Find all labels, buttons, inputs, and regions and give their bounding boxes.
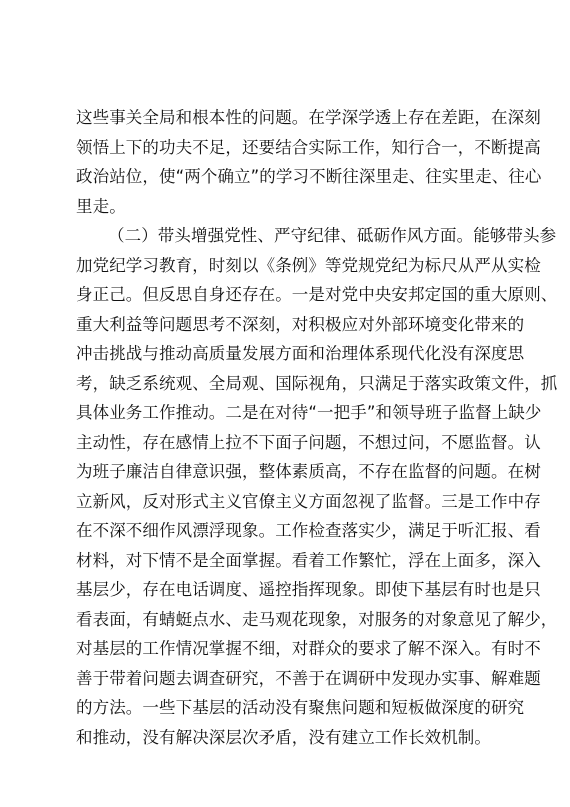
text-line: 基层少，存在电话调度、遥控指挥现象。即使下基层有时也是只 xyxy=(76,580,541,599)
text-line: 对基层的工作情况掌握不细，对群众的要求了解不深入。有时不 xyxy=(76,639,541,658)
text-line: 为班子廉洁自律意识强，整体素质高，不存在监督的问题。在树 xyxy=(76,462,541,481)
text-line: 这些事关全局和根本性的问题。在学深学透上存在差距，在深刻 xyxy=(76,108,541,127)
text-line: 冲击挑战与推动高质量发展方面和治理体系现代化没有深度思 xyxy=(76,344,525,363)
text-line: 政治站位，使“两个确立”的学习不断往深里走、往实里走、往心 xyxy=(76,167,542,186)
body-text xyxy=(76,103,558,752)
text-line: 材料，对下情不是全面掌握。看着工作繁忙，浮在上面多，深入 xyxy=(76,550,541,570)
text-line: 加党纪学习教育，时刻以《条例》等党规党纪为标尺从严从实检 xyxy=(76,255,541,275)
text-line: 和推动，没有解决深层次矛盾，没有建立工作长效机制。 xyxy=(76,727,491,747)
text-line: 领悟上下的功夫不足，还要结合实际工作，知行合一，不断提高 xyxy=(76,137,541,157)
text-line: 具体业务工作推动。二是在对待“一把手”和领导班子监督上缺少 xyxy=(76,403,542,422)
text-line: 考，缺乏系统观、全局观、国际视角，只满足于落实政策文件，抓 xyxy=(76,373,558,393)
text-line: 里走。 xyxy=(76,196,126,216)
text-line: 重大利益等问题思考不深刻，对积极应对外部环境变化带来的 xyxy=(76,314,525,334)
text-line: 在不深不细作风漂浮现象。工作检查落实少，满足于听汇报、看 xyxy=(76,521,541,540)
text-line: 主动性，存在感情上拉不下面子问题，不想过问，不愿监督。认 xyxy=(76,432,541,452)
text-line: 的方法。一些下基层的活动没有聚焦问题和短板做深度的研究 xyxy=(76,698,525,717)
text-line: 看表面，有蜻蜓点水、走马观花现象，对服务的对象意见了解少， xyxy=(76,609,558,629)
text-line: 身正己。但反思自身还存在。一是对党中央安邦定国的重大原则、 xyxy=(76,285,558,304)
section-heading-line: （二）带头增强党性、严守纪律、砥砺作风方面。能够带头参 xyxy=(108,226,557,245)
text-line: 立新风，反对形式主义官僚主义方面忽视了监督。三是工作中存 xyxy=(76,491,541,511)
text-line: 善于带着问题去调查研究，不善于在调研中发现办实事、解难题 xyxy=(76,668,541,688)
